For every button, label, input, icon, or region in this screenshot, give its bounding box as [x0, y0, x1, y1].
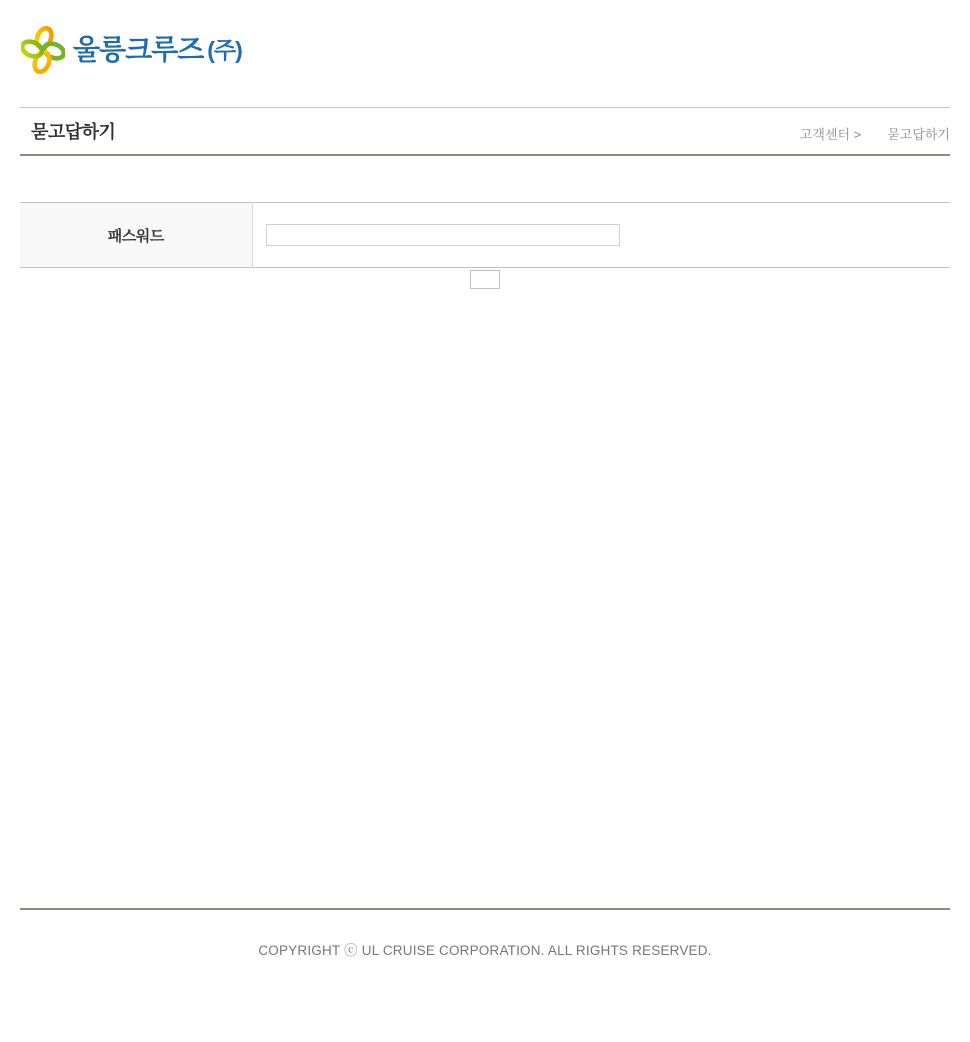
footer	[20, 908, 950, 959]
logo-company-name: 울릉크루즈	[73, 34, 204, 65]
password-form	[20, 202, 950, 268]
page-title: 묻고답하기	[31, 122, 116, 142]
table-row	[20, 203, 950, 268]
logo-flower-icon	[21, 26, 65, 74]
breadcrumb	[800, 124, 950, 143]
logo[interactable]	[21, 26, 242, 74]
page-title-bar	[20, 107, 950, 156]
breadcrumb-current: 묻고답하기	[887, 126, 950, 142]
logo-company-suffix: (주)	[207, 36, 242, 63]
breadcrumb-parent-link[interactable]: 고객센터 >	[799, 126, 862, 142]
password-table	[20, 202, 950, 268]
password-label: 패스워드	[20, 203, 252, 268]
password-input[interactable]	[266, 224, 620, 246]
password-cell	[252, 203, 950, 268]
submit-button-row	[0, 270, 970, 293]
submit-button[interactable]	[470, 270, 500, 289]
copyright-text: COPYRIGHT ⓒ UL CRUISE CORPORATION. ALL RIGHTS RESERVED.	[258, 943, 712, 958]
